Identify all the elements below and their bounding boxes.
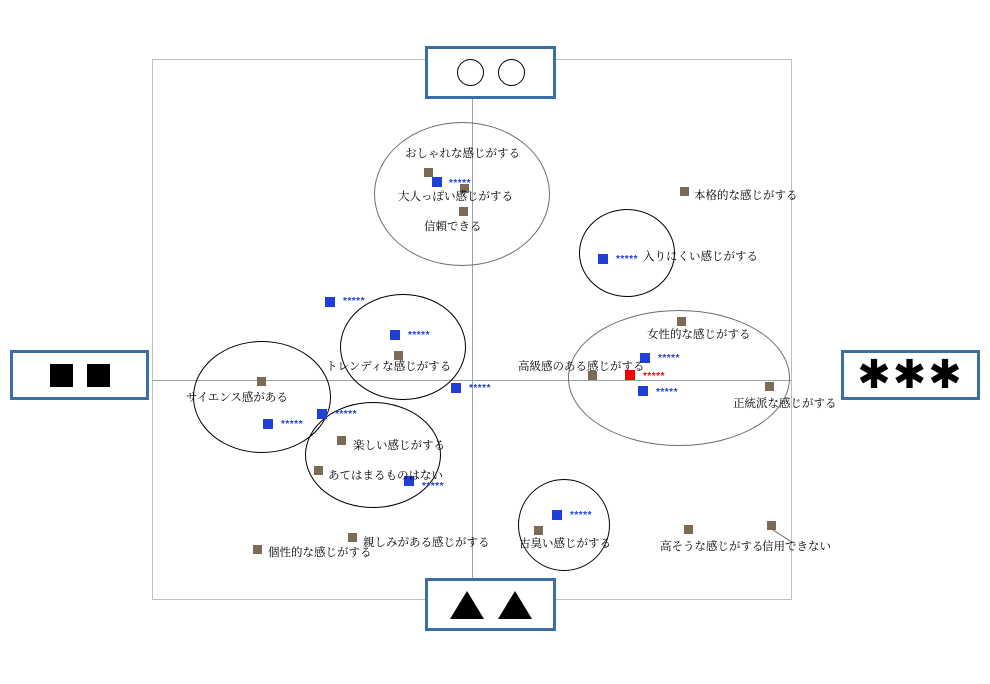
attribute-label: サイエンス感がある <box>186 392 288 404</box>
quadrant-legend-left[interactable] <box>10 350 149 400</box>
attribute-label: 高級感のある感じがする <box>518 361 645 373</box>
attribute-point <box>459 207 468 216</box>
star-icon: ✱✱✱ <box>857 353 964 397</box>
triangle-icon <box>450 591 484 619</box>
attribute-point <box>684 525 693 534</box>
brand-label: ***** <box>281 419 303 430</box>
brand-label: ***** <box>449 178 471 189</box>
attribute-point <box>765 382 774 391</box>
attribute-label: 本格的な感じがする <box>694 190 798 202</box>
square-icon <box>87 364 110 387</box>
brand-label: ***** <box>616 254 638 265</box>
brand-point <box>325 297 335 307</box>
square-icon <box>50 364 73 387</box>
brand-label: ***** <box>469 383 491 394</box>
quadrant-legend-bottom[interactable] <box>425 578 556 631</box>
brand-point <box>598 254 608 264</box>
triangle-icon <box>498 591 532 619</box>
attribute-label: 親しみがある感じがする <box>363 537 490 549</box>
brand-point <box>432 177 442 187</box>
brand-label: ***** <box>343 296 365 307</box>
attribute-point <box>680 187 689 196</box>
attribute-label: 高そうな感じがする <box>660 541 764 553</box>
attribute-point <box>337 436 346 445</box>
attribute-point <box>253 545 262 554</box>
attribute-label: トレンディな感じがする <box>326 361 452 373</box>
brand-label: ***** <box>643 371 665 382</box>
circle-icon <box>457 59 484 86</box>
attribute-point <box>767 521 776 530</box>
attribute-label: 正統派な感じがする <box>733 398 837 410</box>
attribute-point <box>314 466 323 475</box>
brand-point <box>263 419 273 429</box>
attribute-label: おしゃれな感じがする <box>405 148 520 160</box>
attribute-label: 大人っぽい感じがする <box>398 191 513 203</box>
brand-point <box>638 386 648 396</box>
attribute-label: 個性的な感じがする <box>268 547 372 559</box>
attribute-point <box>424 168 433 177</box>
brand-point <box>451 383 461 393</box>
attribute-point <box>257 377 266 386</box>
attribute-label: 信用できない <box>762 541 831 553</box>
cluster-trendy <box>340 294 466 400</box>
brand-point <box>552 510 562 520</box>
quadrant-legend-top[interactable] <box>425 46 556 99</box>
cluster-furukusai <box>518 479 610 571</box>
attribute-point <box>394 351 403 360</box>
circle-icon <box>498 59 525 86</box>
attribute-label: 楽しい感じがする <box>353 440 445 452</box>
attribute-label: 信頼できる <box>424 221 482 233</box>
attribute-point <box>348 533 357 542</box>
attribute-label: 女性的な感じがする <box>647 329 751 341</box>
attribute-label: 古臭い感じがする <box>519 538 611 550</box>
brand-label: ***** <box>658 353 680 364</box>
attribute-label: 入りにくい感じがする <box>643 251 758 263</box>
attribute-point <box>534 526 543 535</box>
brand-point <box>317 409 327 419</box>
attribute-point <box>677 317 686 326</box>
brand-label: ***** <box>408 330 430 341</box>
brand-label: ***** <box>570 510 592 521</box>
attribute-label: あてはまるものはない <box>328 470 443 482</box>
brand-label: ***** <box>656 387 678 398</box>
brand-point <box>390 330 400 340</box>
quadrant-legend-right[interactable] <box>841 350 980 400</box>
brand-label: ***** <box>335 409 357 420</box>
brand-label: ***** <box>422 481 444 492</box>
